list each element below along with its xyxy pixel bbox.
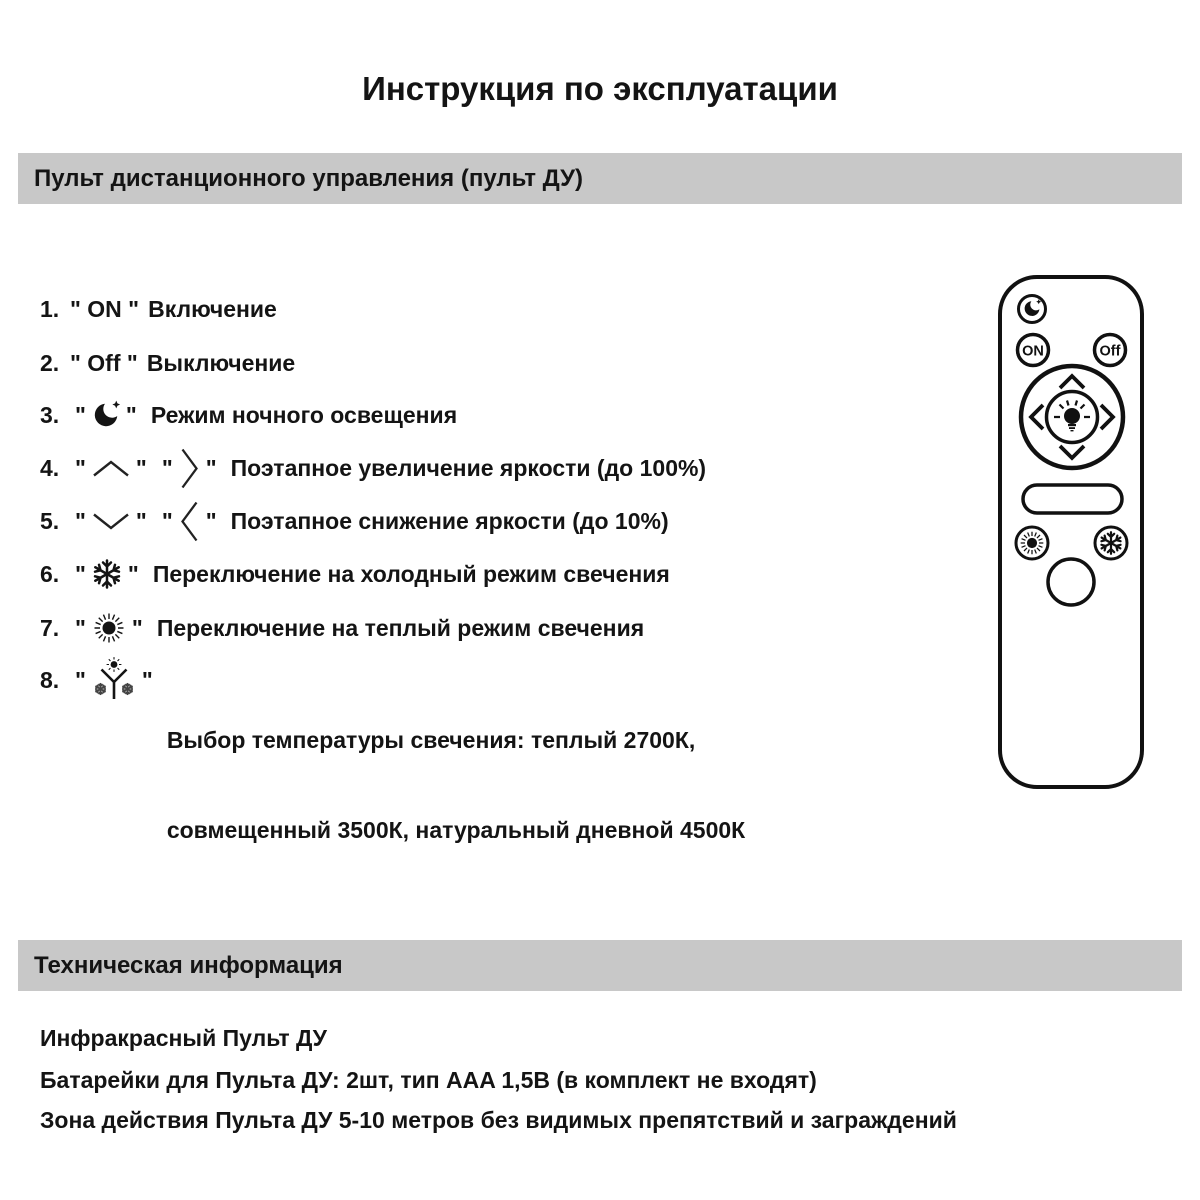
- item-symbol-on: " ON ": [70, 295, 140, 322]
- chevron-right-icon: [178, 446, 201, 491]
- instruction-item-5: [40, 504, 669, 538]
- quote-mark: ": [205, 507, 217, 534]
- snowflake-icon: [91, 558, 123, 590]
- remote-cold-button: [1095, 527, 1127, 559]
- item-text: Переключение на теплый режим свечения: [156, 614, 645, 641]
- item-number: 6.: [40, 560, 60, 587]
- chevron-left-icon: [178, 499, 201, 544]
- tech-info-line-3: Зона действия Пульта ДУ 5-10 метров без видимых препятствий и заграждений: [40, 1107, 957, 1133]
- item-text-block: [167, 665, 745, 905]
- quote-mark: ": [131, 614, 143, 641]
- sun-icon: [91, 610, 127, 646]
- instruction-item-8: [40, 665, 745, 905]
- item-number: 4.: [40, 454, 60, 481]
- remote-warm-button: [1016, 527, 1048, 559]
- item-text: Выключение: [146, 349, 296, 376]
- section-header-remote-label: Пульт дистанционного управления (пульт ДУ): [34, 164, 583, 192]
- section-header-remote: [18, 153, 1182, 204]
- tech-info-line-1: Инфракрасный Пульт ДУ: [40, 1025, 327, 1051]
- quote-mark: ": [125, 401, 137, 428]
- item-text: Поэтапное увеличение яркости (до 100%): [230, 454, 707, 481]
- quote-mark: ": [205, 454, 217, 481]
- remote-nav-pad: [1021, 366, 1123, 468]
- item-text-line2: совмещенный 3500К, натуральный дневной 4500К: [166, 817, 746, 843]
- instruction-item-4: [40, 451, 706, 485]
- remote-night-button: [1019, 296, 1046, 323]
- chevron-down-icon: [91, 511, 131, 532]
- instruction-item-2: [40, 346, 295, 380]
- remote-pill-button: [1023, 485, 1122, 513]
- quote-mark: ": [161, 454, 173, 481]
- quote-mark: ": [75, 507, 86, 534]
- item-number: 7.: [40, 614, 60, 641]
- color-temperature-icon: [91, 657, 137, 703]
- remote-off-button: [1095, 335, 1126, 366]
- instruction-item-1: [40, 292, 277, 326]
- on-button-label: ON: [1022, 343, 1044, 360]
- item-text: Поэтапное снижение яркости (до 10%): [230, 507, 669, 534]
- page-title: Инструкция по эксплуатации: [362, 70, 838, 107]
- item-symbol-off: " Off ": [70, 349, 138, 376]
- sun-icon: [1021, 532, 1044, 555]
- item-text: Включение: [148, 295, 277, 322]
- remote-on-button: [1018, 335, 1049, 366]
- section-header-tech: [18, 940, 1182, 991]
- quote-mark: ": [75, 560, 86, 587]
- quote-mark: ": [135, 454, 147, 481]
- instruction-item-3: [40, 398, 457, 432]
- quote-mark: ": [75, 454, 86, 481]
- instruction-item-6: [40, 557, 670, 591]
- item-text: Переключение на холодный режим свечения: [152, 560, 670, 587]
- quote-mark: ": [135, 507, 147, 534]
- off-button-label: Off: [1099, 343, 1121, 360]
- instruction-item-7: [40, 611, 644, 645]
- item-text: Режим ночного освещения: [150, 401, 458, 428]
- tech-info-line-2: Батарейки для Пульта ДУ: 2шт, тип AAA 1,5В (в комплект не входят): [40, 1067, 817, 1093]
- quote-mark: ": [75, 667, 86, 693]
- item-number: 1.: [40, 295, 60, 322]
- remote-illustration: [985, 270, 1160, 795]
- quote-mark: ": [127, 560, 139, 587]
- chevron-up-icon: [91, 458, 131, 479]
- item-text-line1: Выбор температуры свечения: теплый 2700К,: [166, 727, 696, 753]
- quote-mark: ": [161, 507, 173, 534]
- mini-snowflake-icon: [95, 684, 105, 694]
- moon-icon: [91, 400, 121, 430]
- mini-snowflake-icon: [122, 684, 132, 694]
- mini-sun-icon: [107, 657, 122, 672]
- item-number: 2.: [40, 349, 60, 376]
- section-header-tech-label: Техническая информация: [34, 951, 343, 979]
- quote-mark: ": [75, 401, 86, 428]
- quote-mark: ": [75, 614, 86, 641]
- item-number: 5.: [40, 507, 60, 534]
- quote-mark: ": [141, 667, 153, 693]
- item-number: 8.: [40, 667, 60, 693]
- remote-round-button: [1048, 559, 1094, 605]
- item-number: 3.: [40, 401, 60, 428]
